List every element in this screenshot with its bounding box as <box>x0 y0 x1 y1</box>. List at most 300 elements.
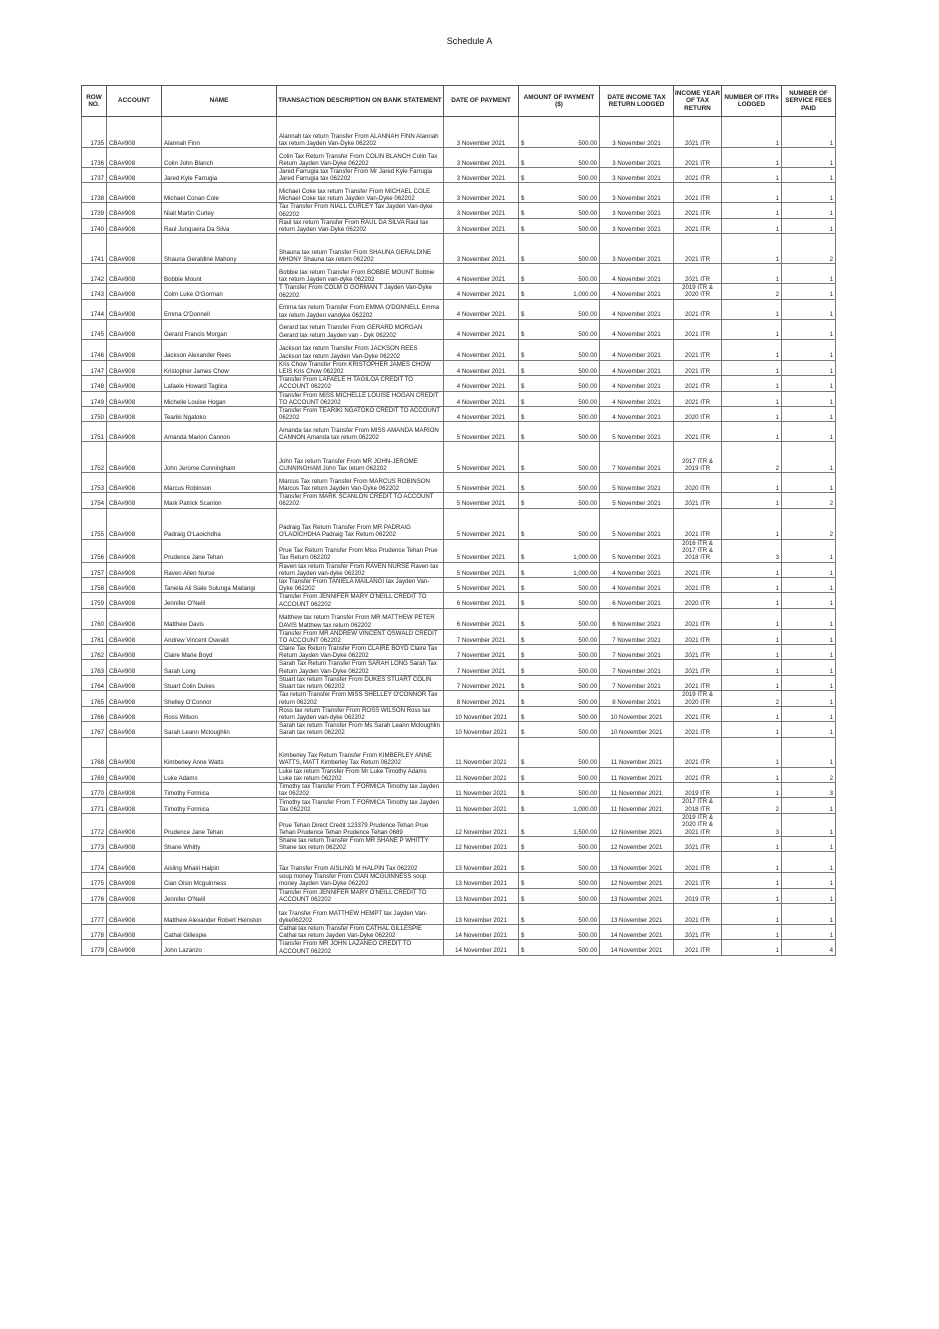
date-lodged-cell: 11 November 2021 <box>600 782 674 797</box>
row-number-cell: 1747 <box>82 360 107 375</box>
date-lodged-cell: 7 November 2021 <box>600 660 674 675</box>
fees-paid-cell: 4 <box>782 940 836 955</box>
amount-value: 500.00 <box>578 139 597 147</box>
table-body <box>82 117 836 956</box>
description-cell: Raul tax return Transfer From RAUL DA SILVA Raul tax return Jayden Van-Dyke 062202 <box>277 218 444 233</box>
amount-value: 500.00 <box>578 585 597 592</box>
amount-cell <box>519 117 600 148</box>
currency-symbol: $ <box>521 585 525 592</box>
income-year-cell: 2021 ITR <box>674 168 722 183</box>
amount-cell <box>519 737 600 767</box>
row-number-cell: 1749 <box>82 391 107 406</box>
name-cell: Timothy Formica <box>162 782 277 797</box>
amount-cell <box>519 873 600 888</box>
date-lodged-cell: 13 November 2021 <box>600 904 674 925</box>
name-cell: Shelley O'Connor <box>162 691 277 707</box>
fees-paid-cell: 1 <box>782 562 836 577</box>
amount-value: 1,000.00 <box>573 554 597 562</box>
name-cell: Michelle Louise Hogan <box>162 391 277 406</box>
amount-value: 500.00 <box>578 864 597 872</box>
amount-value: 500.00 <box>578 352 597 360</box>
currency-symbol: $ <box>521 291 525 299</box>
account-cell: CBA#908 <box>107 940 162 955</box>
description-cell: Claire Tax Return Transfer From CLAIRE BOYD Claire Tax Return Jayden Van-Dyke 062202 <box>277 645 444 660</box>
date-of-payment-cell: 3 November 2021 <box>444 117 519 148</box>
date-lodged-cell: 4 November 2021 <box>600 562 674 577</box>
col-header-income-year: INCOME YEAR OF TAX RETURN <box>674 86 722 117</box>
page-title: Schedule A <box>446 36 493 46</box>
currency-symbol: $ <box>521 759 525 767</box>
row-number-cell: 1744 <box>82 299 107 319</box>
income-year-cell: 2021 ITR <box>674 767 722 782</box>
row-number-cell: 1761 <box>82 629 107 644</box>
fees-paid-cell: 1 <box>782 264 836 284</box>
row-number-cell: 1778 <box>82 925 107 940</box>
account-cell: CBA#908 <box>107 706 162 721</box>
date-of-payment-cell: 4 November 2021 <box>444 391 519 406</box>
date-of-payment-cell: 5 November 2021 <box>444 508 519 539</box>
amount-cell <box>519 767 600 782</box>
name-cell: Kimberley Anne Watts <box>162 737 277 767</box>
amount-value: 500.00 <box>578 331 597 339</box>
row-number-cell: 1763 <box>82 660 107 675</box>
date-lodged-cell: 10 November 2021 <box>600 706 674 721</box>
table-row <box>82 782 836 797</box>
amount-cell <box>519 782 600 797</box>
amount-cell <box>519 608 600 629</box>
currency-symbol: $ <box>521 554 525 562</box>
currency-symbol: $ <box>521 195 525 203</box>
date-of-payment-cell: 13 November 2021 <box>444 852 519 873</box>
row-number-cell: 1739 <box>82 203 107 218</box>
description-cell: Prue Tehan Direct Credit 123379 Prudence Tehan Prue Tehan Prudence Tehan Prudence Tehan 0689 <box>277 813 444 836</box>
income-year-cell: 2021 ITR <box>674 264 722 284</box>
account-cell: CBA#908 <box>107 473 162 493</box>
currency-symbol: $ <box>521 569 525 577</box>
amount-cell <box>519 319 600 339</box>
date-of-payment-cell: 3 November 2021 <box>444 148 519 168</box>
date-of-payment-cell: 3 November 2021 <box>444 203 519 218</box>
date-of-payment-cell: 4 November 2021 <box>444 284 519 300</box>
row-number-cell: 1772 <box>82 813 107 836</box>
date-lodged-cell: 6 November 2021 <box>600 608 674 629</box>
account-cell: CBA#908 <box>107 691 162 707</box>
currency-symbol: $ <box>521 311 525 319</box>
income-year-cell: 2021 ITR <box>674 493 722 508</box>
fees-paid-cell: 1 <box>782 391 836 406</box>
date-of-payment-cell: 3 November 2021 <box>444 218 519 233</box>
income-year-cell: 2021 ITR <box>674 508 722 539</box>
income-year-cell: 2021 ITR <box>674 873 722 888</box>
amount-value: 500.00 <box>578 880 597 888</box>
col-header-description: TRANSACTION DESCRIPTION ON BANK STATEMENT <box>277 86 444 117</box>
name-cell: Gerard Francis Morgan <box>162 319 277 339</box>
amount-cell <box>519 925 600 940</box>
fees-paid-cell: 1 <box>782 406 836 421</box>
date-lodged-cell: 7 November 2021 <box>600 629 674 644</box>
date-lodged-cell: 3 November 2021 <box>600 148 674 168</box>
income-year-cell: 2017 ITR & 2019 ITR <box>674 442 722 473</box>
table-row <box>82 767 836 782</box>
date-of-payment-cell: 4 November 2021 <box>444 299 519 319</box>
amount-value: 500.00 <box>578 636 597 644</box>
row-number-cell: 1760 <box>82 608 107 629</box>
income-year-cell: 2021 ITR <box>674 218 722 233</box>
date-lodged-cell: 3 November 2021 <box>600 234 674 264</box>
table-row <box>82 904 836 925</box>
table-row <box>82 645 836 660</box>
amount-cell <box>519 406 600 421</box>
currency-symbol: $ <box>521 713 525 721</box>
itrs-lodged-cell: 1 <box>722 218 782 233</box>
currency-symbol: $ <box>521 367 525 375</box>
account-cell: CBA#908 <box>107 888 162 903</box>
currency-symbol: $ <box>521 139 525 147</box>
table-row <box>82 691 836 707</box>
amount-value: 500.00 <box>578 729 597 737</box>
account-cell: CBA#908 <box>107 148 162 168</box>
name-cell: Teariki Ngatoko <box>162 406 277 421</box>
account-cell: CBA#908 <box>107 203 162 218</box>
table-row <box>82 406 836 421</box>
row-number-cell: 1769 <box>82 767 107 782</box>
fees-paid-cell: 1 <box>782 629 836 644</box>
amount-value: 500.00 <box>578 383 597 391</box>
date-of-payment-cell: 13 November 2021 <box>444 888 519 903</box>
table-row <box>82 493 836 508</box>
date-of-payment-cell: 10 November 2021 <box>444 706 519 721</box>
fees-paid-cell: 1 <box>782 299 836 319</box>
date-lodged-cell: 12 November 2021 <box>600 836 674 851</box>
date-of-payment-cell: 6 November 2021 <box>444 593 519 608</box>
description-cell: Michael Coke tax return Transfer From MICHAEL COLE Michael Coke tax return Jayden Van-Dyke 062202 <box>277 183 444 203</box>
income-year-cell: 2016 ITR & 2017 ITR & 2018 ITR <box>674 539 722 562</box>
name-cell: Shane Whitty <box>162 836 277 851</box>
col-header-amount: AMOUNT OF PAYMENT ($) <box>519 86 600 117</box>
amount-cell <box>519 813 600 836</box>
amount-value: 500.00 <box>578 621 597 629</box>
currency-symbol: $ <box>521 600 525 608</box>
account-cell: CBA#908 <box>107 319 162 339</box>
fees-paid-cell: 1 <box>782 339 836 360</box>
row-number-cell: 1777 <box>82 904 107 925</box>
account-cell: CBA#908 <box>107 391 162 406</box>
description-cell: John Tax return Transfer From MR JOHN-JEROME CUNNINGHAM John Tax return 062202 <box>277 442 444 473</box>
currency-symbol: $ <box>521 864 525 872</box>
amount-cell <box>519 722 600 737</box>
row-number-cell: 1755 <box>82 508 107 539</box>
currency-symbol: $ <box>521 398 525 406</box>
table-row <box>82 339 836 360</box>
currency-symbol: $ <box>521 805 525 813</box>
currency-symbol: $ <box>521 947 525 955</box>
description-cell: Bobbie tax return Transfer From BOBBIE MOUNT Bobbie tax return Jayden van-dyke 062202 <box>277 264 444 284</box>
description-cell: Tax Transfer From AISLING M HALPIN Tax 062202 <box>277 852 444 873</box>
itrs-lodged-cell: 1 <box>722 629 782 644</box>
date-of-payment-cell: 4 November 2021 <box>444 406 519 421</box>
row-number-cell: 1743 <box>82 284 107 300</box>
date-lodged-cell: 4 November 2021 <box>600 360 674 375</box>
fees-paid-cell: 2 <box>782 508 836 539</box>
account-cell: CBA#908 <box>107 660 162 675</box>
date-lodged-cell: 4 November 2021 <box>600 264 674 284</box>
currency-symbol: $ <box>521 255 525 263</box>
table-row <box>82 168 836 183</box>
row-number-cell: 1764 <box>82 675 107 690</box>
description-cell: Transfer From TEARIKI NGATOKO CREDIT TO ACCOUNT 062202 <box>277 406 444 421</box>
itrs-lodged-cell: 1 <box>722 940 782 955</box>
name-cell: Timothy Formica <box>162 798 277 814</box>
date-of-payment-cell: 7 November 2021 <box>444 629 519 644</box>
income-year-cell: 2021 ITR <box>674 852 722 873</box>
account-cell: CBA#908 <box>107 183 162 203</box>
fees-paid-cell: 1 <box>782 117 836 148</box>
itrs-lodged-cell: 1 <box>722 608 782 629</box>
date-lodged-cell: 10 November 2021 <box>600 722 674 737</box>
account-cell: CBA#908 <box>107 360 162 375</box>
income-year-cell: 2021 ITR <box>674 234 722 264</box>
schedule-table <box>81 85 836 956</box>
name-cell: Colin John Blanch <box>162 148 277 168</box>
table-row <box>82 234 836 264</box>
fees-paid-cell: 1 <box>782 675 836 690</box>
date-lodged-cell: 11 November 2021 <box>600 737 674 767</box>
amount-cell <box>519 148 600 168</box>
fees-paid-cell: 1 <box>782 203 836 218</box>
description-cell: Stuart tax return Transfer From DUKES STUART COLIN Stuart tax return 062202 <box>277 675 444 690</box>
currency-symbol: $ <box>521 828 525 836</box>
description-cell: Cathal tax return Transfer From CATHAL GILLESPIE Cathal tax return Jayden Van-Dyke 062202 <box>277 925 444 940</box>
currency-symbol: $ <box>521 621 525 629</box>
description-cell: Padraig Tax Return Transfer From MR PADRAIG O'LAOICHDHA Padraig Tax Return 062202 <box>277 508 444 539</box>
date-lodged-cell: 3 November 2021 <box>600 117 674 148</box>
income-year-cell: 2021 ITR <box>674 319 722 339</box>
currency-symbol: $ <box>521 916 525 924</box>
itrs-lodged-cell: 1 <box>722 873 782 888</box>
amount-value: 500.00 <box>578 311 597 319</box>
amount-cell <box>519 645 600 660</box>
col-header-fees-paid: NUMBER OF SERVICE FEES PAID <box>782 86 836 117</box>
description-cell: Transfer From MR ANDREW VINCENT OSWALD CREDIT TO ACCOUNT 062202 <box>277 629 444 644</box>
amount-cell <box>519 203 600 218</box>
name-cell: Prudence Jane Tehan <box>162 813 277 836</box>
date-of-payment-cell: 7 November 2021 <box>444 660 519 675</box>
itrs-lodged-cell: 2 <box>722 691 782 707</box>
currency-symbol: $ <box>521 880 525 888</box>
date-lodged-cell: 5 November 2021 <box>600 422 674 442</box>
fees-paid-cell: 1 <box>782 183 836 203</box>
income-year-cell: 2021 ITR <box>674 645 722 660</box>
date-lodged-cell: 5 November 2021 <box>600 539 674 562</box>
date-lodged-cell: 3 November 2021 <box>600 203 674 218</box>
name-cell: Marcus Robinson <box>162 473 277 493</box>
currency-symbol: $ <box>521 667 525 675</box>
row-number-cell: 1750 <box>82 406 107 421</box>
fees-paid-cell: 1 <box>782 376 836 391</box>
amount-cell <box>519 904 600 925</box>
amount-value: 500.00 <box>578 698 597 706</box>
amount-cell <box>519 234 600 264</box>
amount-value: 500.00 <box>578 652 597 660</box>
row-number-cell: 1776 <box>82 888 107 903</box>
account-cell: CBA#908 <box>107 406 162 421</box>
amount-value: 500.00 <box>578 947 597 955</box>
amount-value: 500.00 <box>578 413 597 421</box>
itrs-lodged-cell: 1 <box>722 660 782 675</box>
amount-cell <box>519 284 600 300</box>
col-header-account: ACCOUNT <box>107 86 162 117</box>
income-year-cell: 2021 ITR <box>674 629 722 644</box>
name-cell: Padraig O'Laoichdha <box>162 508 277 539</box>
name-cell: Sarah Long <box>162 660 277 675</box>
currency-symbol: $ <box>521 843 525 851</box>
amount-cell <box>519 852 600 873</box>
table-row <box>82 203 836 218</box>
date-of-payment-cell: 12 November 2021 <box>444 836 519 851</box>
date-lodged-cell: 5 November 2021 <box>600 473 674 493</box>
account-cell: CBA#908 <box>107 852 162 873</box>
col-header-itrs-lodged: NUMBER OF ITRs LODGED <box>722 86 782 117</box>
fees-paid-cell: 1 <box>782 577 836 592</box>
account-cell: CBA#908 <box>107 299 162 319</box>
description-cell: Sarah Tax Return Transfer From SARAH LONG Sarah Tax Return Jayden Van-Dyke 062202 <box>277 660 444 675</box>
amount-cell <box>519 183 600 203</box>
name-cell: Matthew Alexander Robert Heinston <box>162 904 277 925</box>
itrs-lodged-cell: 1 <box>722 183 782 203</box>
row-number-cell: 1774 <box>82 852 107 873</box>
account-cell: CBA#908 <box>107 813 162 836</box>
amount-cell <box>519 660 600 675</box>
description-cell: tax Transfer From MATTHEW HEMPT tax Jayden Van-dyke062202 <box>277 904 444 925</box>
table-row <box>82 422 836 442</box>
income-year-cell: 2021 ITR <box>674 836 722 851</box>
name-cell: Alannah Finn <box>162 117 277 148</box>
description-cell: Gerard tax return Transfer From GERARD MORGAN Gerard tax return Jayden van - Dyk 062202 <box>277 319 444 339</box>
amount-value: 500.00 <box>578 774 597 782</box>
description-cell: Prue Tax Return Transfer From Miss Prudence Tehan Prue Tax Return 062202 <box>277 539 444 562</box>
account-cell: CBA#908 <box>107 925 162 940</box>
account-cell: CBA#908 <box>107 608 162 629</box>
income-year-cell: 2020 ITR <box>674 593 722 608</box>
amount-value: 1,000.00 <box>573 291 597 299</box>
fees-paid-cell: 1 <box>782 798 836 814</box>
amount-cell <box>519 593 600 608</box>
description-cell: Luke tax return Transfer From Mr Luke Timothy Adams Luke tax return 062202 <box>277 767 444 782</box>
fees-paid-cell: 1 <box>782 284 836 300</box>
itrs-lodged-cell: 1 <box>722 562 782 577</box>
table-row <box>82 284 836 300</box>
fees-paid-cell: 1 <box>782 539 836 562</box>
fees-paid-cell: 1 <box>782 813 836 836</box>
name-cell: Jennifer O'Neill <box>162 888 277 903</box>
date-lodged-cell: 3 November 2021 <box>600 218 674 233</box>
income-year-cell: 2021 ITR <box>674 339 722 360</box>
income-year-cell: 2019 ITR <box>674 782 722 797</box>
amount-value: 500.00 <box>578 195 597 203</box>
date-lodged-cell: 5 November 2021 <box>600 508 674 539</box>
description-cell: Shauna tax return Transfer From SHAUNA GERALDINE MHONY Shauna tax return 062202 <box>277 234 444 264</box>
fees-paid-cell: 1 <box>782 888 836 903</box>
currency-symbol: $ <box>521 275 525 283</box>
date-of-payment-cell: 13 November 2021 <box>444 873 519 888</box>
date-of-payment-cell: 7 November 2021 <box>444 645 519 660</box>
amount-cell <box>519 299 600 319</box>
table-row <box>82 562 836 577</box>
row-number-cell: 1768 <box>82 737 107 767</box>
name-cell: John Jerome Cunningham <box>162 442 277 473</box>
date-lodged-cell: 7 November 2021 <box>600 645 674 660</box>
description-cell: tax Transfer From TANIELA MAILANGI tax Jayden Van-Dyke 062202 <box>277 577 444 592</box>
account-cell: CBA#908 <box>107 737 162 767</box>
income-year-cell: 2021 ITR <box>674 117 722 148</box>
currency-symbol: $ <box>521 790 525 797</box>
date-lodged-cell: 12 November 2021 <box>600 873 674 888</box>
fees-paid-cell: 1 <box>782 148 836 168</box>
date-of-payment-cell: 7 November 2021 <box>444 675 519 690</box>
amount-cell <box>519 218 600 233</box>
date-of-payment-cell: 4 November 2021 <box>444 376 519 391</box>
fees-paid-cell: 1 <box>782 360 836 375</box>
table-row <box>82 183 836 203</box>
row-number-cell: 1771 <box>82 798 107 814</box>
account-cell: CBA#908 <box>107 629 162 644</box>
account-cell: CBA#908 <box>107 493 162 508</box>
date-of-payment-cell: 11 November 2021 <box>444 782 519 797</box>
amount-cell <box>519 264 600 284</box>
income-year-cell: 2019 ITR & 2020 ITR & 2021 ITR <box>674 813 722 836</box>
date-of-payment-cell: 12 November 2021 <box>444 813 519 836</box>
row-number-cell: 1770 <box>82 782 107 797</box>
table-row <box>82 473 836 493</box>
income-year-cell: 2021 ITR <box>674 737 722 767</box>
amount-value: 500.00 <box>578 667 597 675</box>
income-year-cell: 2017 ITR & 2018 ITR <box>674 798 722 814</box>
amount-value: 500.00 <box>578 484 597 492</box>
amount-cell <box>519 442 600 473</box>
name-cell: Lafaele Howard Taglica <box>162 376 277 391</box>
fees-paid-cell: 2 <box>782 767 836 782</box>
table-row <box>82 148 836 168</box>
fees-paid-cell: 1 <box>782 218 836 233</box>
account-cell: CBA#908 <box>107 577 162 592</box>
account-cell: CBA#908 <box>107 593 162 608</box>
itrs-lodged-cell: 3 <box>722 813 782 836</box>
amount-cell <box>519 391 600 406</box>
fees-paid-cell: 2 <box>782 234 836 264</box>
amount-cell <box>519 168 600 183</box>
fees-paid-cell: 1 <box>782 473 836 493</box>
itrs-lodged-cell: 1 <box>722 360 782 375</box>
name-cell: Kristopher James Chow <box>162 360 277 375</box>
date-lodged-cell: 14 November 2021 <box>600 940 674 955</box>
income-year-cell: 2021 ITR <box>674 608 722 629</box>
table-row <box>82 577 836 592</box>
income-year-cell: 2021 ITR <box>674 376 722 391</box>
date-of-payment-cell: 13 November 2021 <box>444 904 519 925</box>
amount-cell <box>519 675 600 690</box>
date-of-payment-cell: 14 November 2021 <box>444 925 519 940</box>
name-cell: Sarah Leann Mcloughlin <box>162 722 277 737</box>
row-number-cell: 1773 <box>82 836 107 851</box>
table-row <box>82 813 836 836</box>
date-lodged-cell: 4 November 2021 <box>600 391 674 406</box>
amount-value: 500.00 <box>578 500 597 508</box>
income-year-cell: 2021 ITR <box>674 706 722 721</box>
account-cell: CBA#908 <box>107 873 162 888</box>
itrs-lodged-cell: 2 <box>722 798 782 814</box>
name-cell: Emma O'Donnell <box>162 299 277 319</box>
amount-value: 500.00 <box>578 682 597 690</box>
